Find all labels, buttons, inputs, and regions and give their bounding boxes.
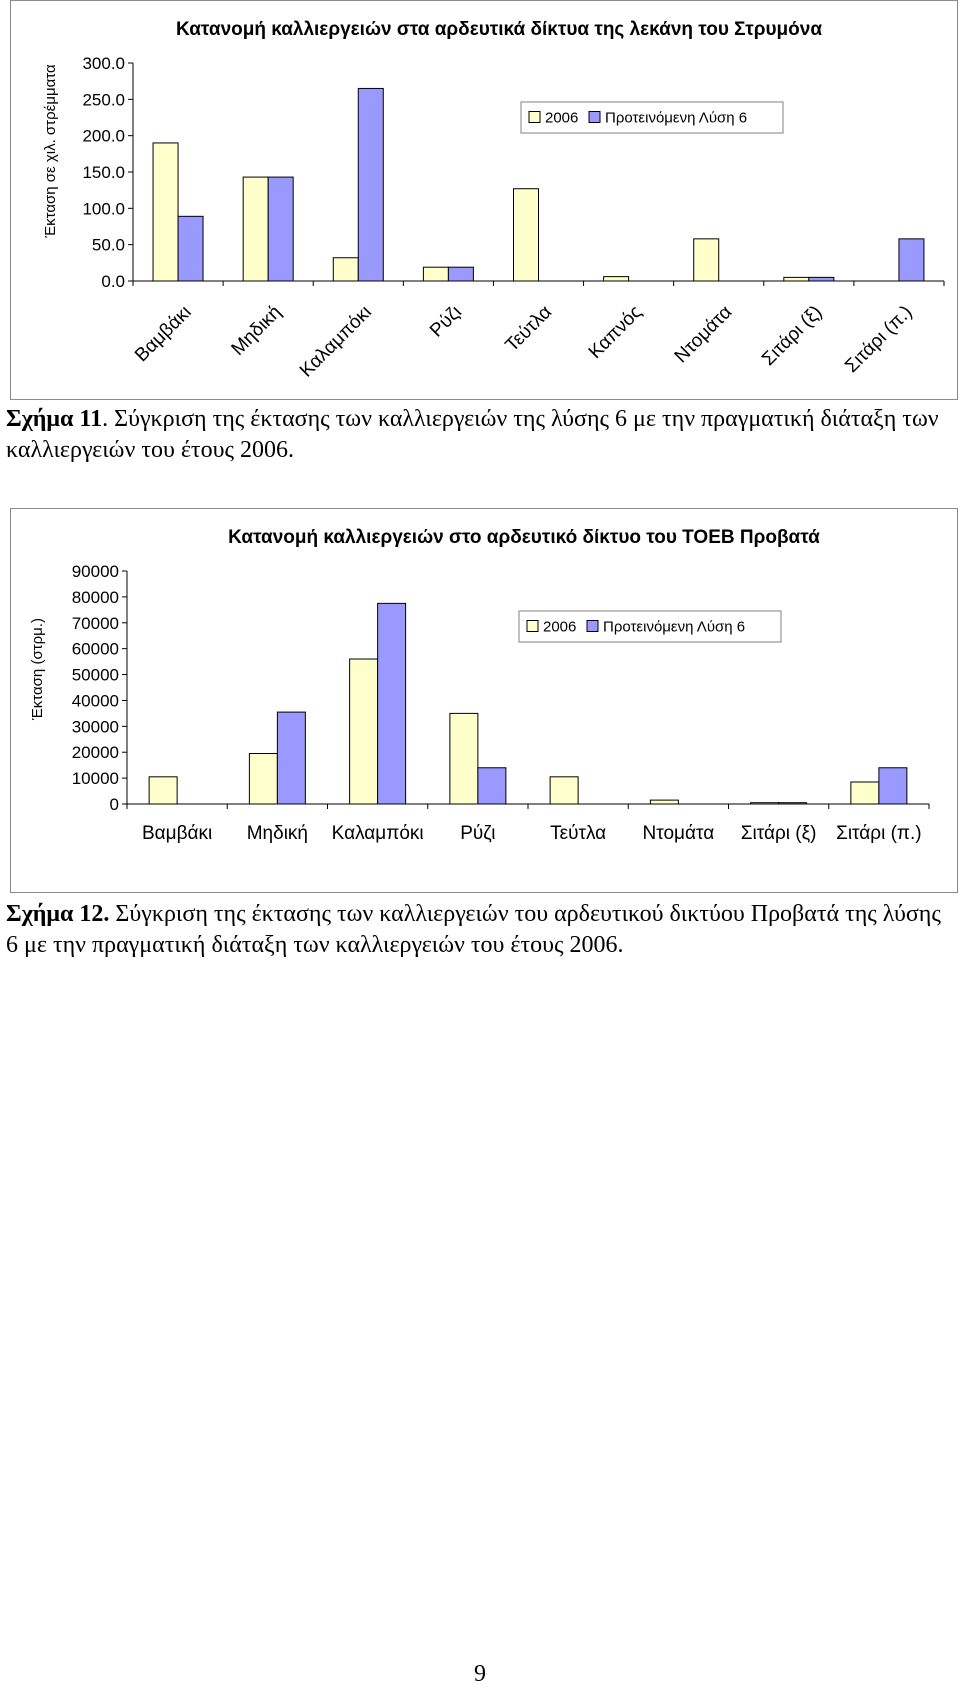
y-axis-title: Έκταση (στρμ.) bbox=[29, 618, 46, 720]
y-tick-label: 50.0 bbox=[91, 235, 125, 255]
bar-series-2006 bbox=[550, 777, 578, 804]
bar-series-2006 bbox=[694, 239, 719, 281]
x-category-label: Καπνός bbox=[584, 301, 647, 364]
chart-strymonas-svg bbox=[11, 1, 957, 399]
y-tick-label: 20000 bbox=[71, 743, 119, 763]
y-tick-label: 40000 bbox=[71, 691, 119, 711]
y-tick-label: 60000 bbox=[71, 639, 119, 659]
bar-series-2006 bbox=[333, 258, 358, 281]
x-category-label: Ντομάτα bbox=[670, 301, 737, 368]
y-tick-label: 90000 bbox=[71, 562, 119, 581]
bar-series-proposed bbox=[478, 768, 506, 804]
y-tick-label: 300.0 bbox=[82, 54, 125, 73]
bar-series-2006 bbox=[751, 803, 779, 804]
x-category-label: Σιτάρι (ξ) bbox=[758, 301, 827, 371]
chart-title: Κατανομή καλλιεργειών στο αρδευτικό δίκτυο του ΤΟΕΒ Προβατά bbox=[228, 527, 820, 548]
bar-series-proposed bbox=[899, 239, 924, 281]
y-axis-title: Έκταση σε χιλ. στρέμματα bbox=[42, 64, 59, 238]
bar-series-2006 bbox=[450, 713, 478, 804]
x-category-label: Καλαμπόκι bbox=[295, 301, 376, 382]
y-tick-label: 10000 bbox=[71, 769, 119, 789]
y-tick-label: 70000 bbox=[71, 613, 119, 633]
x-category-label: Καλαμπόκι bbox=[331, 823, 424, 844]
x-category-label: Βαμβάκι bbox=[131, 301, 196, 367]
page-number: 9 bbox=[474, 1661, 486, 1687]
chart-title: Κατανομή καλλιεργειών στα αρδευτικά δίκτυα της λεκάνη του Στρυμόνα bbox=[175, 19, 823, 40]
y-tick-label: 0.0 bbox=[101, 272, 125, 291]
bar-series-proposed bbox=[277, 712, 305, 804]
chart-provata-svg bbox=[11, 509, 957, 892]
x-category-label: Βαμβάκι bbox=[142, 823, 213, 844]
chart-strymonas bbox=[10, 0, 958, 400]
bar-series-2006 bbox=[650, 800, 678, 804]
legend-label: 2006 bbox=[545, 109, 579, 127]
legend-label: Προτεινόμενη Λύση 6 bbox=[603, 618, 746, 636]
figure-11-caption bbox=[6, 404, 956, 466]
figure-12-caption bbox=[6, 899, 956, 961]
figure-11-text: . Σύγκριση της έκτασης των καλλιεργειών της λύσης 6 με την πραγματική διάταξη των καλλιεργειών του έτους 2006. bbox=[6, 406, 939, 463]
figure-12-text: Σύγκριση της έκτασης των καλλιεργειών του αρδευτικού δικτύου Προβατά της λύσης 6 με την πραγματική διάταξη των καλλιεργειών του έτους 2006. bbox=[6, 901, 941, 958]
y-tick-label: 100.0 bbox=[82, 199, 125, 219]
bar-series-2006 bbox=[423, 267, 448, 281]
x-category-label: Ρύζι bbox=[426, 301, 466, 342]
bar-series-2006 bbox=[249, 754, 277, 804]
y-tick-label: 0 bbox=[109, 795, 119, 814]
x-category-label: Ρύζι bbox=[460, 823, 496, 844]
figure-11-label: Σχήμα 11 bbox=[6, 406, 103, 432]
bar-series-proposed bbox=[378, 603, 406, 804]
legend-swatch-series-proposed bbox=[589, 112, 600, 123]
bar-series-proposed bbox=[809, 277, 834, 281]
x-category-label: Σιτάρι (π.) bbox=[841, 301, 917, 378]
y-tick-label: 250.0 bbox=[82, 90, 125, 110]
chart-provata bbox=[10, 508, 958, 893]
y-tick-label: 150.0 bbox=[82, 163, 125, 182]
x-category-label: Τεύτλα bbox=[550, 823, 607, 844]
bar-series-2006 bbox=[243, 177, 268, 281]
bar-series-proposed bbox=[879, 768, 907, 804]
x-category-label: Τεύτλα bbox=[501, 301, 557, 357]
bar-series-proposed bbox=[448, 267, 473, 281]
y-tick-label: 30000 bbox=[71, 717, 119, 737]
bar-series-proposed bbox=[178, 216, 203, 281]
legend-swatch-series-proposed bbox=[587, 621, 598, 632]
x-category-label: Ντομάτα bbox=[642, 823, 715, 844]
figure-12-label: Σχήμα 12. bbox=[6, 901, 110, 927]
legend-label: 2006 bbox=[543, 618, 577, 636]
x-category-label: Σιτάρι (ξ) bbox=[740, 823, 817, 844]
legend-label: Προτεινόμενη Λύση 6 bbox=[605, 109, 748, 127]
legend-swatch-series-2006 bbox=[527, 621, 538, 632]
x-category-label: Σιτάρι (π.) bbox=[836, 823, 922, 844]
legend-swatch-series-2006 bbox=[529, 112, 540, 123]
bar-series-proposed bbox=[779, 803, 807, 804]
bar-series-2006 bbox=[604, 277, 629, 281]
bar-series-2006 bbox=[784, 277, 809, 281]
bar-series-2006 bbox=[851, 782, 879, 804]
x-category-label: Μηδική bbox=[246, 823, 309, 844]
x-category-label: Μηδική bbox=[227, 301, 286, 360]
y-tick-label: 50000 bbox=[71, 665, 119, 685]
bar-series-2006 bbox=[514, 189, 539, 281]
y-tick-label: 200.0 bbox=[82, 126, 125, 146]
bar-series-proposed bbox=[358, 88, 383, 281]
bar-series-2006 bbox=[153, 143, 178, 281]
bar-series-2006 bbox=[149, 777, 177, 804]
y-tick-label: 80000 bbox=[71, 587, 119, 607]
bar-series-2006 bbox=[350, 659, 378, 804]
bar-series-proposed bbox=[268, 177, 293, 281]
